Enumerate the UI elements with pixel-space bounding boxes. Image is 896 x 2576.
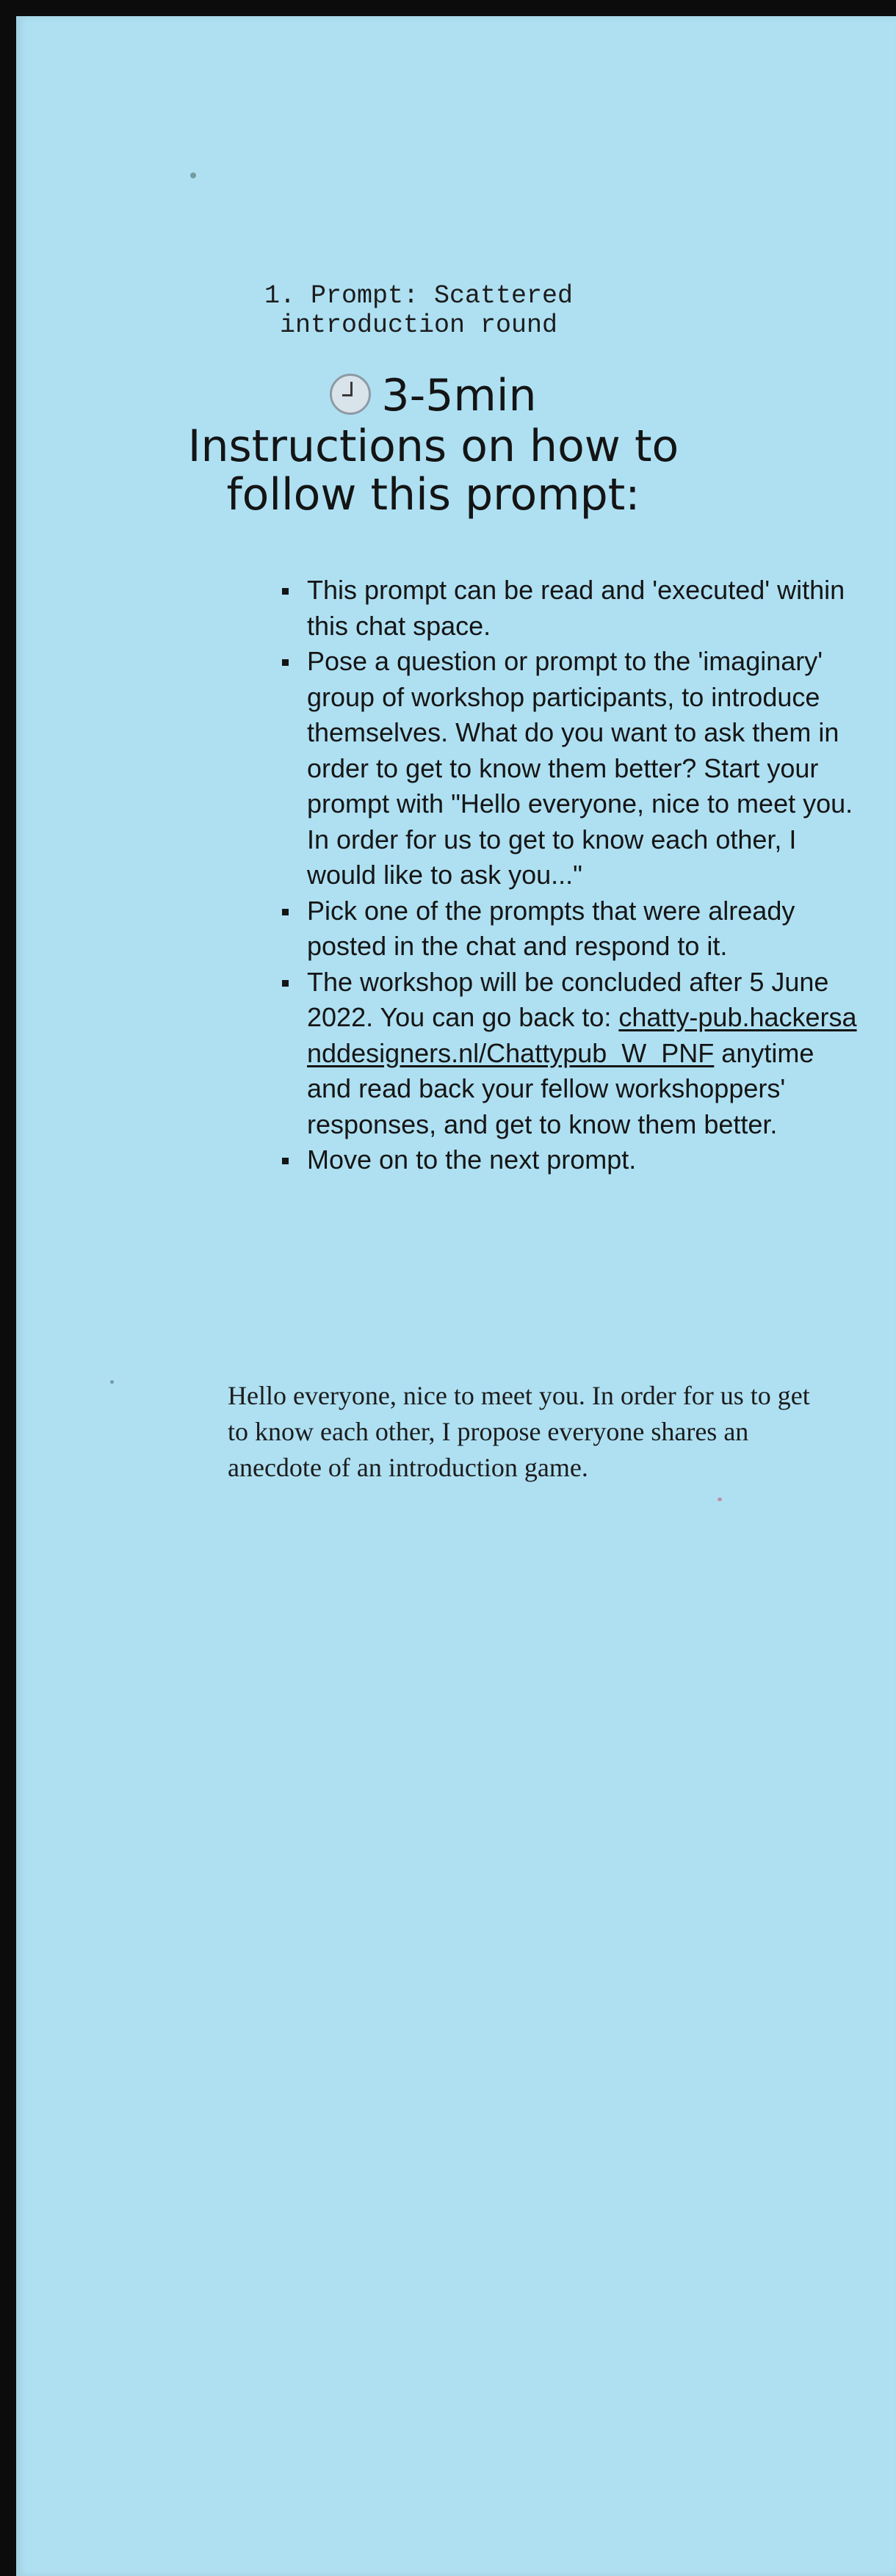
list-item: This prompt can be read and 'executed' within this chat space. (279, 573, 859, 644)
list-item: Move on to the next prompt. (279, 1142, 859, 1178)
chattypub-link[interactable]: chatty-pub.hackersanddesigners.nl/Chattypub_W_PNF (307, 1002, 857, 1068)
list-item: Pose a question or prompt to the 'imaginary' group of workshop participants, to introduce themselves. What do you want to ask them in order to get to know them better? Start your prompt with "Hello everyone, nice to meet you. In order for us to get to know each other, I would like to ask you..." (279, 644, 859, 893)
prompt-heading: 1. Prompt: Scattered introduction round (264, 281, 574, 340)
list-item: Pick one of the prompts that were already posted in the chat and respond to it. (279, 893, 859, 965)
duration-heading (147, 371, 720, 421)
paper-speck (190, 173, 196, 178)
duration-text: 3-5min (381, 370, 537, 421)
list-item: The workshop will be concluded after 5 June 2022. You can go back to: chatty-pub.hackersanddesigners.nl/Chattypub_W_PNF anytime and read back your fellow workshoppers' responses, and get to know them better. (279, 965, 859, 1143)
instructions-list (279, 573, 859, 1178)
clock-icon (330, 374, 371, 415)
paper-speck (718, 1498, 722, 1501)
instructions-title: Instructions on how to follow this prompt: (187, 421, 679, 520)
paper-speck (110, 1380, 114, 1384)
closing-paragraph: Hello everyone, nice to meet you. In order for us to get to know each other, I propose everyone shares an anecdote of an introduction game. (228, 1381, 810, 1482)
